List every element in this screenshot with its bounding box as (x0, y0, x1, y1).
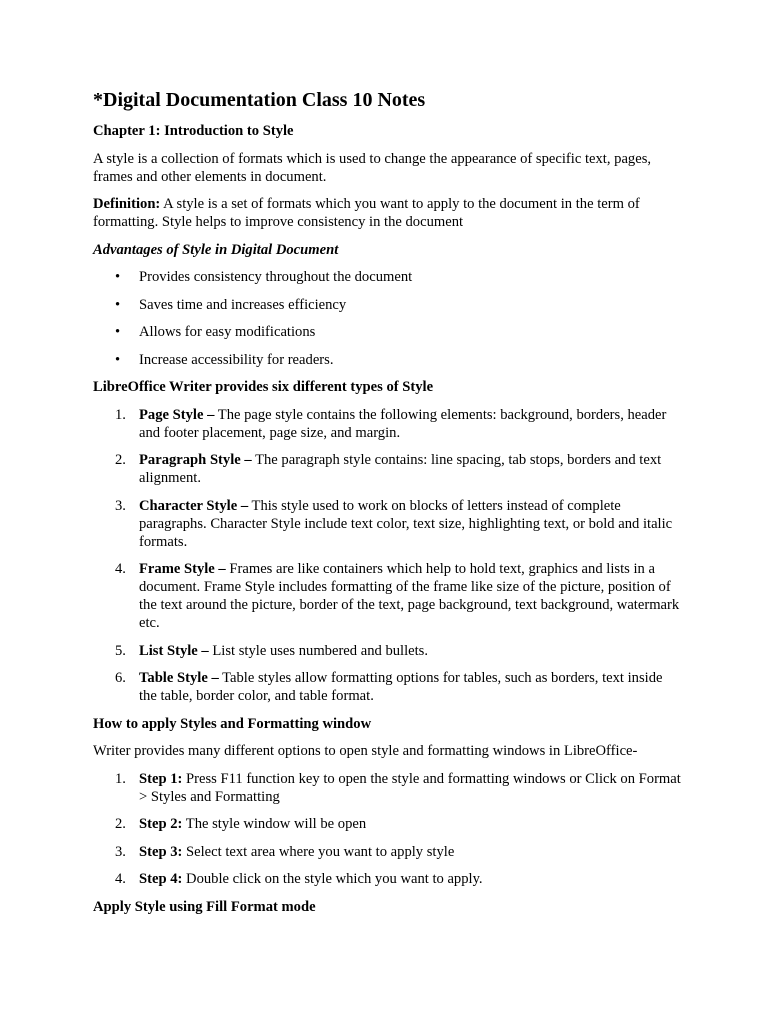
list-item-label: Step 2: (139, 816, 183, 832)
advantages-list (93, 268, 683, 369)
list-item (93, 560, 683, 632)
list-item (93, 451, 683, 487)
list-item (93, 770, 683, 806)
list-number: 6. (115, 670, 126, 686)
list-item-text: Allows for easy modifications (139, 324, 316, 340)
list-number: 3. (115, 497, 126, 514)
list-number: 4. (115, 871, 126, 887)
list-item-label: List Style – (139, 642, 209, 659)
list-item-text: Increase accessibility for readers. (139, 351, 334, 368)
definition-text: A style is a set of formats which you want to apply to the document in the term of formatting. Style helps to improve consistency in the document (93, 196, 640, 230)
list-item (93, 351, 683, 369)
list-item-label: Frame Style – (139, 561, 226, 577)
style-types-list (93, 406, 683, 706)
list-number: 3. (115, 843, 126, 860)
list-number: 4. (115, 561, 126, 577)
advantages-heading: Advantages of Style in Digital Document (93, 241, 339, 258)
list-item-text: Press F11 function key to open the style and formatting windows or Click on Format > Styles and Formatting (139, 770, 681, 805)
list-number: 1. (115, 406, 126, 423)
list-item-text: Table styles allow formatting options for tables, such as borders, text inside the table, border color, and table format. (139, 670, 663, 704)
list-item-text: Double click on the style which you want to apply. (182, 871, 483, 887)
style-types-heading: LibreOffice Writer provides six different types of Style (93, 379, 434, 395)
definition-label: Definition: (93, 196, 161, 212)
list-item-label: Page Style – (139, 406, 215, 423)
bullet-icon: • (115, 296, 121, 313)
list-number: 1. (115, 770, 126, 787)
apply-heading: How to apply Styles and Formatting window (93, 715, 372, 732)
page-title: *Digital Documentation Class 10 Notes (93, 89, 426, 111)
list-item-text: The style window will be open (182, 816, 367, 832)
list-item-text: Select text area where you want to apply style (182, 843, 455, 860)
list-item-label: Step 4: (139, 871, 183, 887)
list-number: 2. (115, 816, 126, 832)
bullet-icon: • (115, 269, 121, 285)
list-item (93, 669, 683, 705)
list-item (93, 323, 683, 341)
list-item (93, 497, 683, 551)
list-item-text: The page style contains the following elements: background, borders, header and footer placement, page size, and margin. (139, 406, 667, 441)
bullet-icon: • (115, 351, 121, 368)
list-item-label: Character Style – (139, 497, 249, 514)
list-item (93, 870, 683, 888)
fill-format-heading: Apply Style using Fill Format mode (93, 898, 316, 915)
definition-paragraph (93, 195, 683, 231)
list-item (93, 815, 683, 833)
list-item (93, 843, 683, 861)
list-item-text: Provides consistency throughout the document (139, 269, 413, 285)
list-number: 2. (115, 452, 126, 468)
list-item-text: This style used to work on blocks of letters instead of complete paragraphs. Character Style include text color, text size, highlighting text, or bold and italic formats. (139, 497, 673, 550)
apply-steps-list (93, 770, 683, 889)
list-item (93, 642, 683, 660)
apply-intro: Writer provides many different options to open style and formatting windows in LibreOffice- (93, 743, 638, 759)
list-item-text: Saves time and increases efficiency (139, 296, 347, 313)
list-number: 5. (115, 642, 126, 659)
chapter-heading: Chapter 1: Introduction to Style (93, 123, 294, 139)
list-item-text: Frames are like containers which help to hold text, graphics and lists in a document. Frame Style includes formatting of the frame like size of the picture, position of the text around the picture, border of the text, page background, text background, watermark etc. (139, 561, 680, 631)
list-item-text: List style uses numbered and bullets. (208, 642, 429, 659)
list-item (93, 406, 683, 442)
list-item-text: The paragraph style contains: line spacing, tab stops, borders and text alignment. (139, 452, 662, 486)
intro-paragraph: A style is a collection of formats which is used to change the appearance of specific text, pages, frames and other elements in document. (93, 150, 652, 185)
list-item-label: Table Style – (139, 670, 219, 686)
list-item (93, 296, 683, 314)
list-item-label: Step 3: (139, 843, 183, 860)
list-item-label: Paragraph Style – (139, 452, 252, 468)
bullet-icon: • (115, 324, 121, 340)
document-content (93, 88, 683, 925)
list-item (93, 268, 683, 286)
list-item-label: Step 1: (139, 770, 183, 787)
